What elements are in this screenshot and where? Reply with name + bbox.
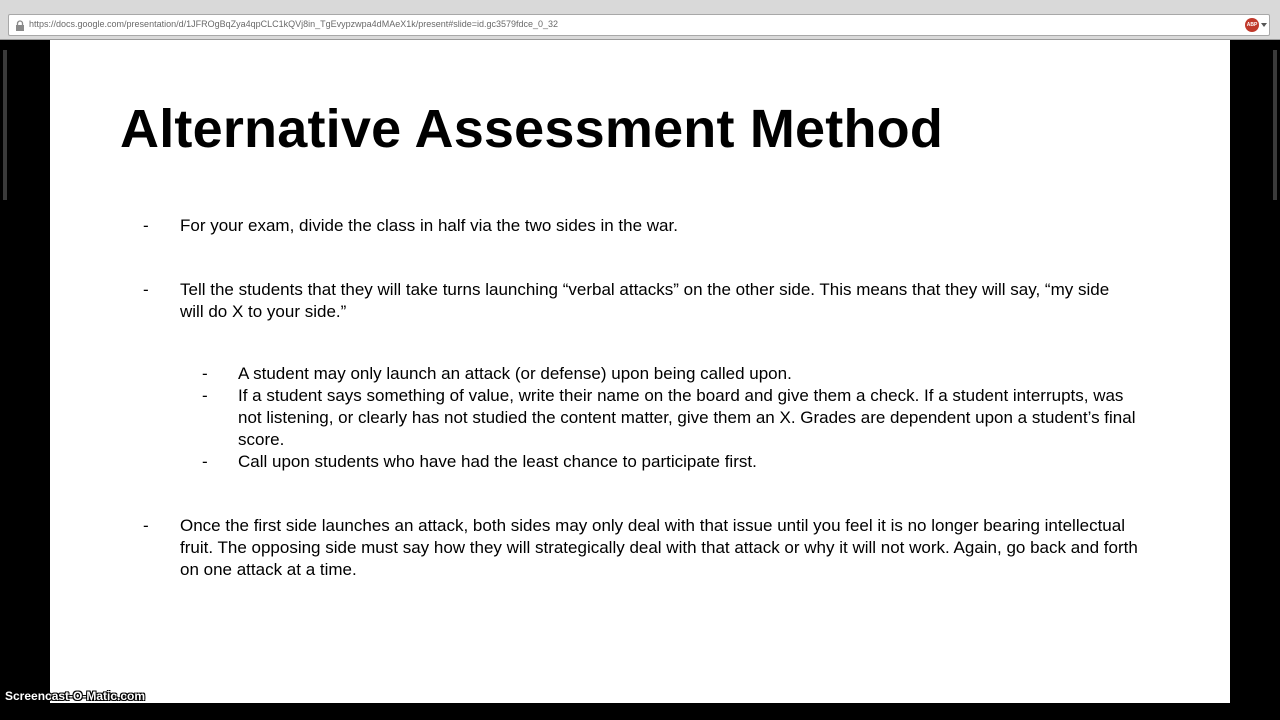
- url-text[interactable]: https://docs.google.com/presentation/d/1JFROgBqZya4qpCLC1kQVj8in_TgEvypzwpa4dMAeX1k/present#slide=id.gc3579fdce_0_32: [29, 19, 559, 29]
- left-scroll-hint: [3, 50, 7, 200]
- browser-toolbar: [0, 0, 1280, 40]
- bullet-marker: -: [143, 516, 149, 535]
- bullet-marker: -: [202, 452, 208, 471]
- watermark-text: Screencast-O-Matic.com: [5, 689, 146, 703]
- lock-icon: [15, 20, 25, 31]
- taskbar-strip: [0, 703, 1280, 720]
- sub-bullet-item: [202, 451, 1152, 473]
- slide-title: Alternative Assessment Method: [120, 99, 944, 159]
- bullet-text: Call upon students who have had the least chance to participate first.: [238, 452, 757, 471]
- bullet-text: Tell the students that they will take turns launching “verbal attacks” on the other side. This means that they will say, “my side will do X to your side.”: [180, 280, 1110, 321]
- bullet-item: [143, 515, 1153, 581]
- right-scroll-hint: [1273, 50, 1277, 200]
- adblock-icon[interactable]: ABP: [1245, 18, 1259, 32]
- bullet-item: [143, 279, 1143, 323]
- bullet-marker: -: [202, 386, 208, 405]
- sub-bullet-item: [202, 363, 1152, 385]
- bullet-text: For your exam, divide the class in half via the two sides in the war.: [180, 216, 678, 235]
- bullet-marker: -: [143, 280, 149, 299]
- bullet-text: If a student says something of value, write their name on the board and give them a check. If a student interrupts, was not listening, or clearly has not studied the content matter, give them an X. Grades are dependent upon a student’s final score.: [238, 386, 1136, 449]
- left-margin: [0, 40, 50, 703]
- bullet-text: A student may only launch an attack (or defense) upon being called upon.: [238, 364, 792, 383]
- presentation-slide[interactable]: [50, 40, 1230, 703]
- chevron-down-icon[interactable]: [1261, 23, 1267, 27]
- address-bar[interactable]: [8, 14, 1270, 36]
- right-margin: [1230, 40, 1280, 703]
- bullet-text: Once the first side launches an attack, both sides may only deal with that issue until you feel it is no longer bearing intellectual fruit. The opposing side must say how they will strategically deal with that attack or why it will not work. Again, go back and forth on one attack at a time.: [180, 516, 1138, 579]
- bullet-item: [143, 215, 1143, 237]
- sub-bullet-item: [202, 385, 1162, 451]
- bullet-marker: -: [202, 364, 208, 383]
- bullet-marker: -: [143, 216, 149, 235]
